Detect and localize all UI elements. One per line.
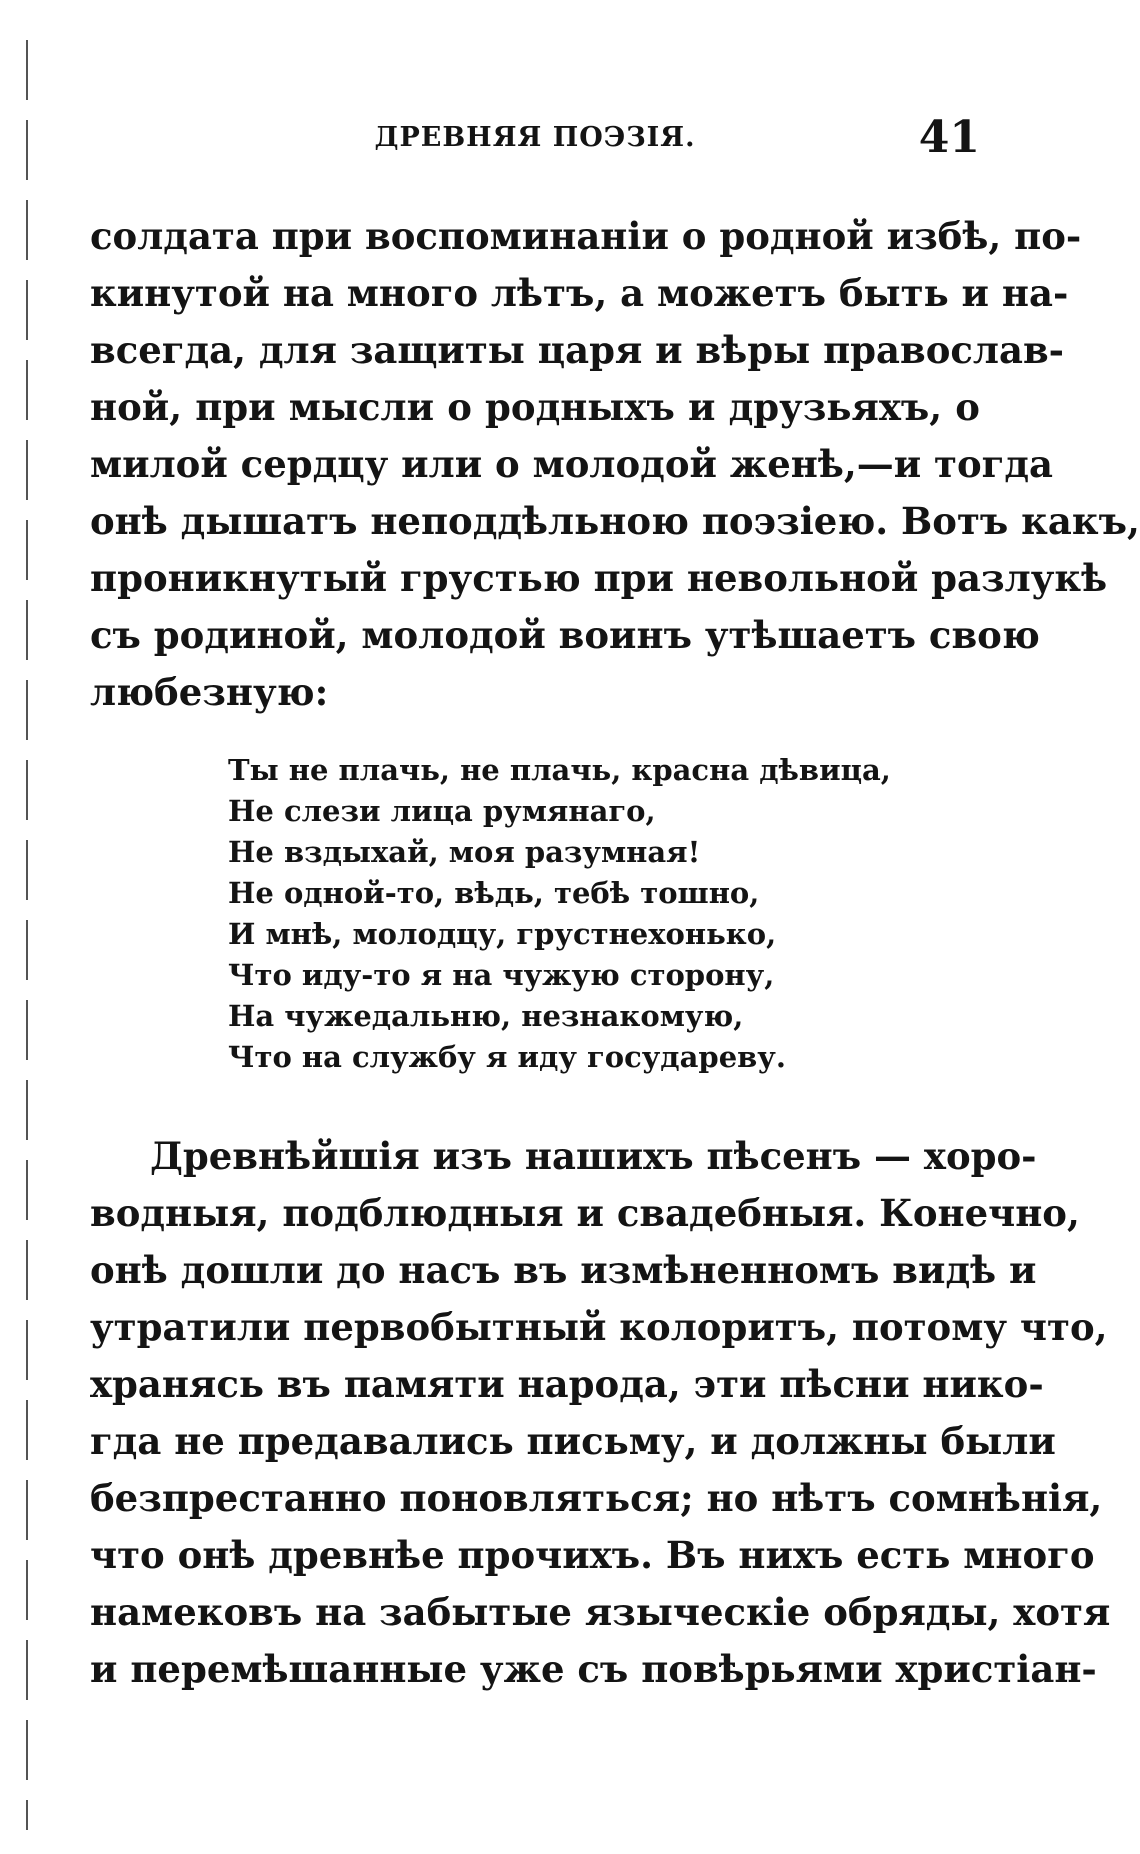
- verse-line: Что на службу я иду государеву.: [228, 1040, 786, 1074]
- text-line: гда не предавались письму, и должны были: [90, 1419, 1056, 1463]
- running-title: ДРЕВНЯЯ ПОЭЗІЯ.: [374, 122, 696, 153]
- text-line: Древнѣйшія изъ нашихъ пѣсенъ — хоро-: [150, 1134, 1037, 1178]
- text-line: безпрестанно поновляться; но нѣтъ сомнѣнія,: [90, 1476, 1103, 1520]
- page-edge-rule: [26, 40, 28, 1830]
- text-line: любезную:: [90, 670, 329, 714]
- text-line: ной, при мысли о родныхъ и друзьяхъ, о: [90, 385, 980, 429]
- verse-block: [228, 750, 891, 1078]
- verse-line: На чужедальню, незнакомую,: [228, 999, 744, 1033]
- verse-line: Что иду-то я на чужую сторону,: [228, 958, 775, 992]
- text-line: намековъ на забытые языческіе обряды, хотя: [90, 1590, 1111, 1634]
- paragraph-2: [90, 1128, 1111, 1698]
- verse-line: Не слези лица румянаго,: [228, 794, 656, 828]
- text-line: онѣ дышатъ неподдѣльною поэзіею. Вотъ какъ,: [90, 499, 1140, 543]
- text-line: кинутой на много лѣтъ, а можетъ быть и на-: [90, 271, 1069, 315]
- text-line: хранясь въ памяти народа, эти пѣсни нико-: [90, 1362, 1044, 1406]
- verse-line: Ты не плачь, не плачь, красна дѣвица,: [228, 753, 891, 787]
- running-header: [90, 112, 980, 162]
- text-line: водныя, подблюдныя и свадебныя. Конечно,: [90, 1191, 1080, 1235]
- text-line: проникнутый грустью при невольной разлукѣ: [90, 556, 1108, 600]
- verse-line: Не вздыхай, моя разумная!: [228, 835, 701, 869]
- verse-line: И мнѣ, молодцу, грустнехонько,: [228, 917, 777, 951]
- paragraph-1: [90, 208, 1140, 721]
- text-line: утратили первобытный колоритъ, потому что,: [90, 1305, 1108, 1349]
- page-number: 41: [918, 112, 980, 163]
- text-line: что онѣ древнѣе прочихъ. Въ нихъ есть много: [90, 1533, 1095, 1577]
- text-line: и перемѣшанные уже съ повѣрьями христіан-: [90, 1647, 1097, 1691]
- text-line: милой сердцу или о молодой женѣ,—и тогда: [90, 442, 1053, 486]
- verse-line: Не одной-то, вѣдь, тебѣ тошно,: [228, 876, 760, 910]
- text-line: солдата при воспоминаніи о родной избѣ, по-: [90, 214, 1082, 258]
- text-line: онѣ дошли до насъ въ измѣненномъ видѣ и: [90, 1248, 1037, 1292]
- text-line: всегда, для защиты царя и вѣры православ-: [90, 328, 1065, 372]
- text-line: съ родиной, молодой воинъ утѣшаетъ свою: [90, 613, 1040, 657]
